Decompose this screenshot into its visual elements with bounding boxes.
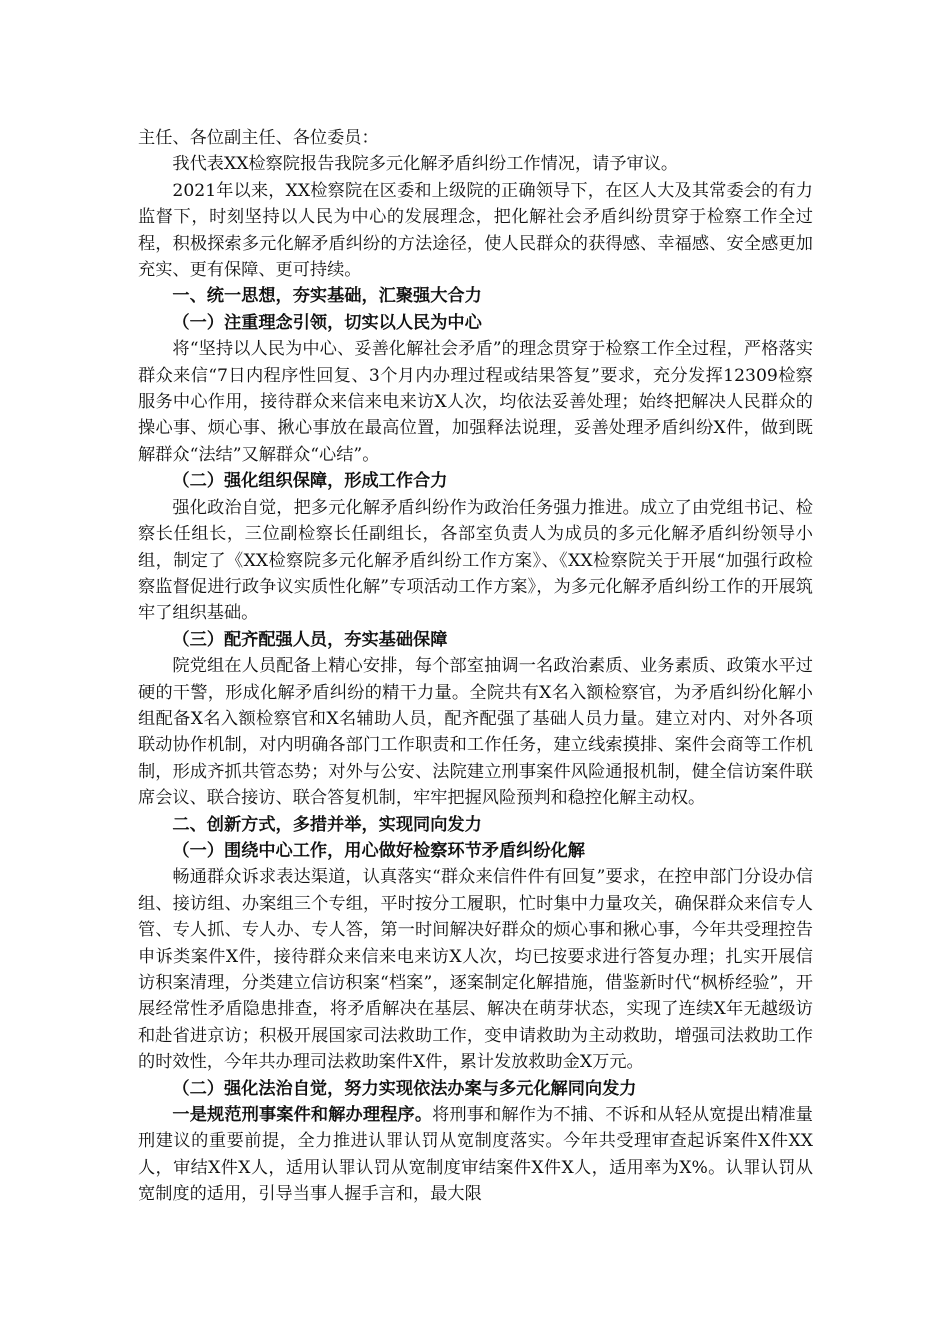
overview-paragraph: 2021年以来，XX检察院在区委和上级院的正确领导下，在区人大及其常委会的有力监督下，时刻坚持以人民为中心的发展理念，把化解社会矛盾纠纷贯穿于检察工作全过程，积极探索多元化解矛盾纠纷的方法途径，使人民群众的获得感、幸福感、安全感更加充实、更有保障、更可持续。 xyxy=(138,180,813,281)
section-1-sub-3-heading: （三）配齐配强人员，夯实基础保障 xyxy=(172,629,448,650)
section-1-sub-2-body: 强化政治自觉，把多元化解矛盾纠纷作为政治任务强力推进。成立了由党组书记、检察长任组长，三位副检察长任副组长，各部室负责人为成员的多元化解矛盾纠纷领导小组，制定了《XX检察院多元化解矛盾纠纷工作方案》、《XX检察院关于开展“加强行政检察监督促进行政争议实质性化解”专项活动工作方案》，为多元化解矛盾纠纷工作的开展筑牢了组织基础。 xyxy=(138,497,813,624)
section-2-heading: 二、创新方式，多措并举，实现同向发力 xyxy=(172,814,482,835)
intro-paragraph: 我代表XX检察院报告我院多元化解矛盾纠纷工作情况，请予审议。 xyxy=(172,154,679,175)
section-1-sub-2-heading: （二）强化组织保障，形成工作合力 xyxy=(172,471,448,492)
section-2-sub-1-heading: （一）围绕中心工作，用心做好检察环节矛盾纠纷化解 xyxy=(172,840,585,861)
section-1-sub-1-heading: （一）注重理念引领，切实以人民为中心 xyxy=(172,312,482,333)
section-2-sub-2-text: 将刑事和解作为不捕、不诉和从轻从宽提出精准量刑建议的重要前提，全力推进认罪认罚从宽制度落实。今年共受理审查起诉案件X件XX人，审结X件X人，适用认罪认罚从宽制度审结案件X件X人，适用率为X%。认罪认罚从宽制度的适用，引导当事人握手言和，最大限 xyxy=(138,1105,813,1205)
document-page xyxy=(138,125,813,1208)
section-2-sub-2-heading: （二）强化法治自觉，努力实现依法办案与多元化解同向发力 xyxy=(172,1078,637,1099)
section-1-sub-3-body: 院党组在人员配备上精心安排，每个部室抽调一名政治素质、业务素质、政策水平过硬的干警，形成化解矛盾纠纷的精干力量。全院共有X名入额检察官，为矛盾纠纷化解小组配备X名入额检察官和X名辅助人员，配齐配强了基础人员力量。建立对内、对外各项联动协作机制，对内明确各部门工作职责和工作任务，建立线索摸排、案件会商等工作机制，形成齐抓共管态势；对外与公安、法院建立刑事案件风险通报机制，健全信访案件联席会议、联合接访、联合答复机制，牢牢把握风险预判和稳控化解主动权。 xyxy=(138,656,813,809)
section-2-sub-2-body xyxy=(138,1102,813,1208)
section-2-sub-1-body: 畅通群众诉求表达渠道，认真落实“群众来信件件有回复”要求，在控申部门分设办信组、接访组、办案组三个专组，平时按分工履职，忙时集中力量攻关，确保群众来信专人管、专人抓、专人办、专人答，第一时间解决好群众的烦心事和揪心事，今年共受理控告申诉类案件X件，接待群众来信来电来访X人次，均已按要求进行答复办理；扎实开展信访积案清理，分类建立信访积案“档案”，逐案制定化解措施，借鉴新时代“枫桥经验”，开展经常性矛盾隐患排查，将矛盾解决在基层、解决在萌芽状态，实现了连续X年无越级访和赴省进京访；积极开展国家司法救助工作，变申请救助为主动救助，增强司法救助工作的时效性，今年共办理司法救助案件X件，累计发放救助金X万元。 xyxy=(138,867,813,1073)
salutation: 主任、各位副主任、各位委员： xyxy=(138,128,379,148)
section-1-sub-1-body: 将“坚持以人民为中心、妥善化解社会矛盾”的理念贯穿于检察工作全过程，严格落实群众来信“7日内程序性回复、3个月内办理过程或结果答复”要求，充分发挥12309检察服务中心作用，接待群众来信来电来访X人次，均依法妥善处理；始终把解决人民群众的操心事、烦心事、揪心事放在最高位置，加强释法说理，妥善处理矛盾纠纷X件，做到既解群众“法结”又解群众“心结”。 xyxy=(138,339,813,465)
section-1-heading: 一、统一思想，夯实基础，汇聚强大合力 xyxy=(172,286,482,307)
section-2-sub-2-lead: 一是规范刑事案件和解办理程序。 xyxy=(172,1105,433,1126)
